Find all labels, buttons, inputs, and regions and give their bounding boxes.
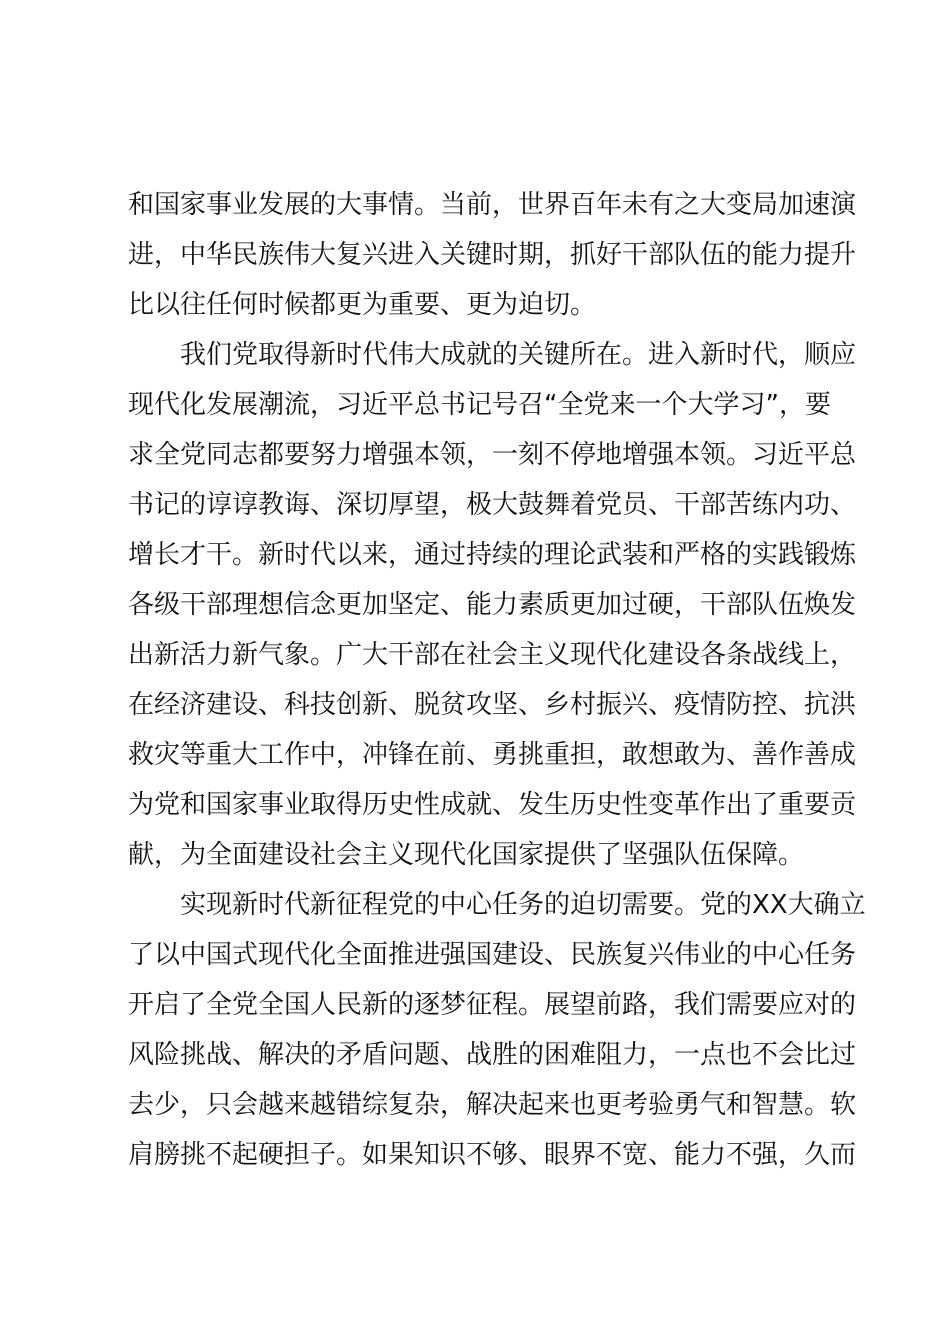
- text-line: 书记的谆谆教诲、深切厚望，极大鼓舞着党员、干部苦练内功、: [128, 490, 857, 520]
- text-line: 为党和国家事业取得历史性成就、发生历史性变革作出了重要贡: [128, 790, 857, 820]
- text-line: 去少，只会越来越错综复杂，解决起来也更考验勇气和智慧。软: [128, 1090, 857, 1120]
- text-line: 各级干部理想信念更加坚定、能力素质更加过硬，干部队伍焕发: [128, 590, 857, 620]
- text-line: 比以往任何时候都更为重要、更为迫切。: [128, 290, 597, 320]
- text-line: 和国家事业发展的大事情。当前，世界百年未有之大变局加速演: [128, 190, 857, 220]
- text-line: 开启了全党全国人民新的逐梦征程。展望前路，我们需要应对的: [128, 990, 857, 1020]
- text-line: 实现新时代新征程党的中心任务的迫切需要。党的XX大确立: [180, 890, 866, 920]
- paragraph-2: [128, 330, 857, 880]
- text-line: 风险挑战、解决的矛盾问题、战胜的困难阻力，一点也不会比过: [128, 1040, 857, 1070]
- text-line: 了以中国式现代化全面推进强国建设、民族复兴伟业的中心任务: [128, 940, 857, 970]
- paragraph-3: [128, 880, 866, 1180]
- body-text: [128, 180, 866, 1180]
- text-line: 肩膀挑不起硬担子。如果知识不够、眼界不宽、能力不强，久而: [128, 1140, 857, 1170]
- text-line: 增长才干。新时代以来，通过持续的理论武装和严格的实践锻炼: [128, 540, 857, 570]
- text-line: 求全党同志都要努力增强本领，一刻不停地增强本领。习近平总: [128, 440, 857, 470]
- paragraph-1: [128, 180, 857, 330]
- text-line: 献，为全面建设社会主义现代化国家提供了坚强队伍保障。: [128, 840, 805, 870]
- text-line: 在经济建设、科技创新、脱贫攻坚、乡村振兴、疫情防控、抗洪: [128, 690, 857, 720]
- text-line: 进，中华民族伟大复兴进入关键时期，抓好干部队伍的能力提升: [128, 240, 857, 270]
- text-line: 我们党取得新时代伟大成就的关键所在。进入新时代，顺应: [180, 340, 857, 370]
- text-line: 出新活力新气象。广大干部在社会主义现代化建设各条战线上，: [128, 640, 857, 670]
- text-line: 救灾等重大工作中，冲锋在前、勇挑重担，敢想敢为、善作善成: [128, 740, 857, 770]
- text-line: 现代化发展潮流，习近平总书记号召“全党来一个大学习”，要: [128, 390, 831, 420]
